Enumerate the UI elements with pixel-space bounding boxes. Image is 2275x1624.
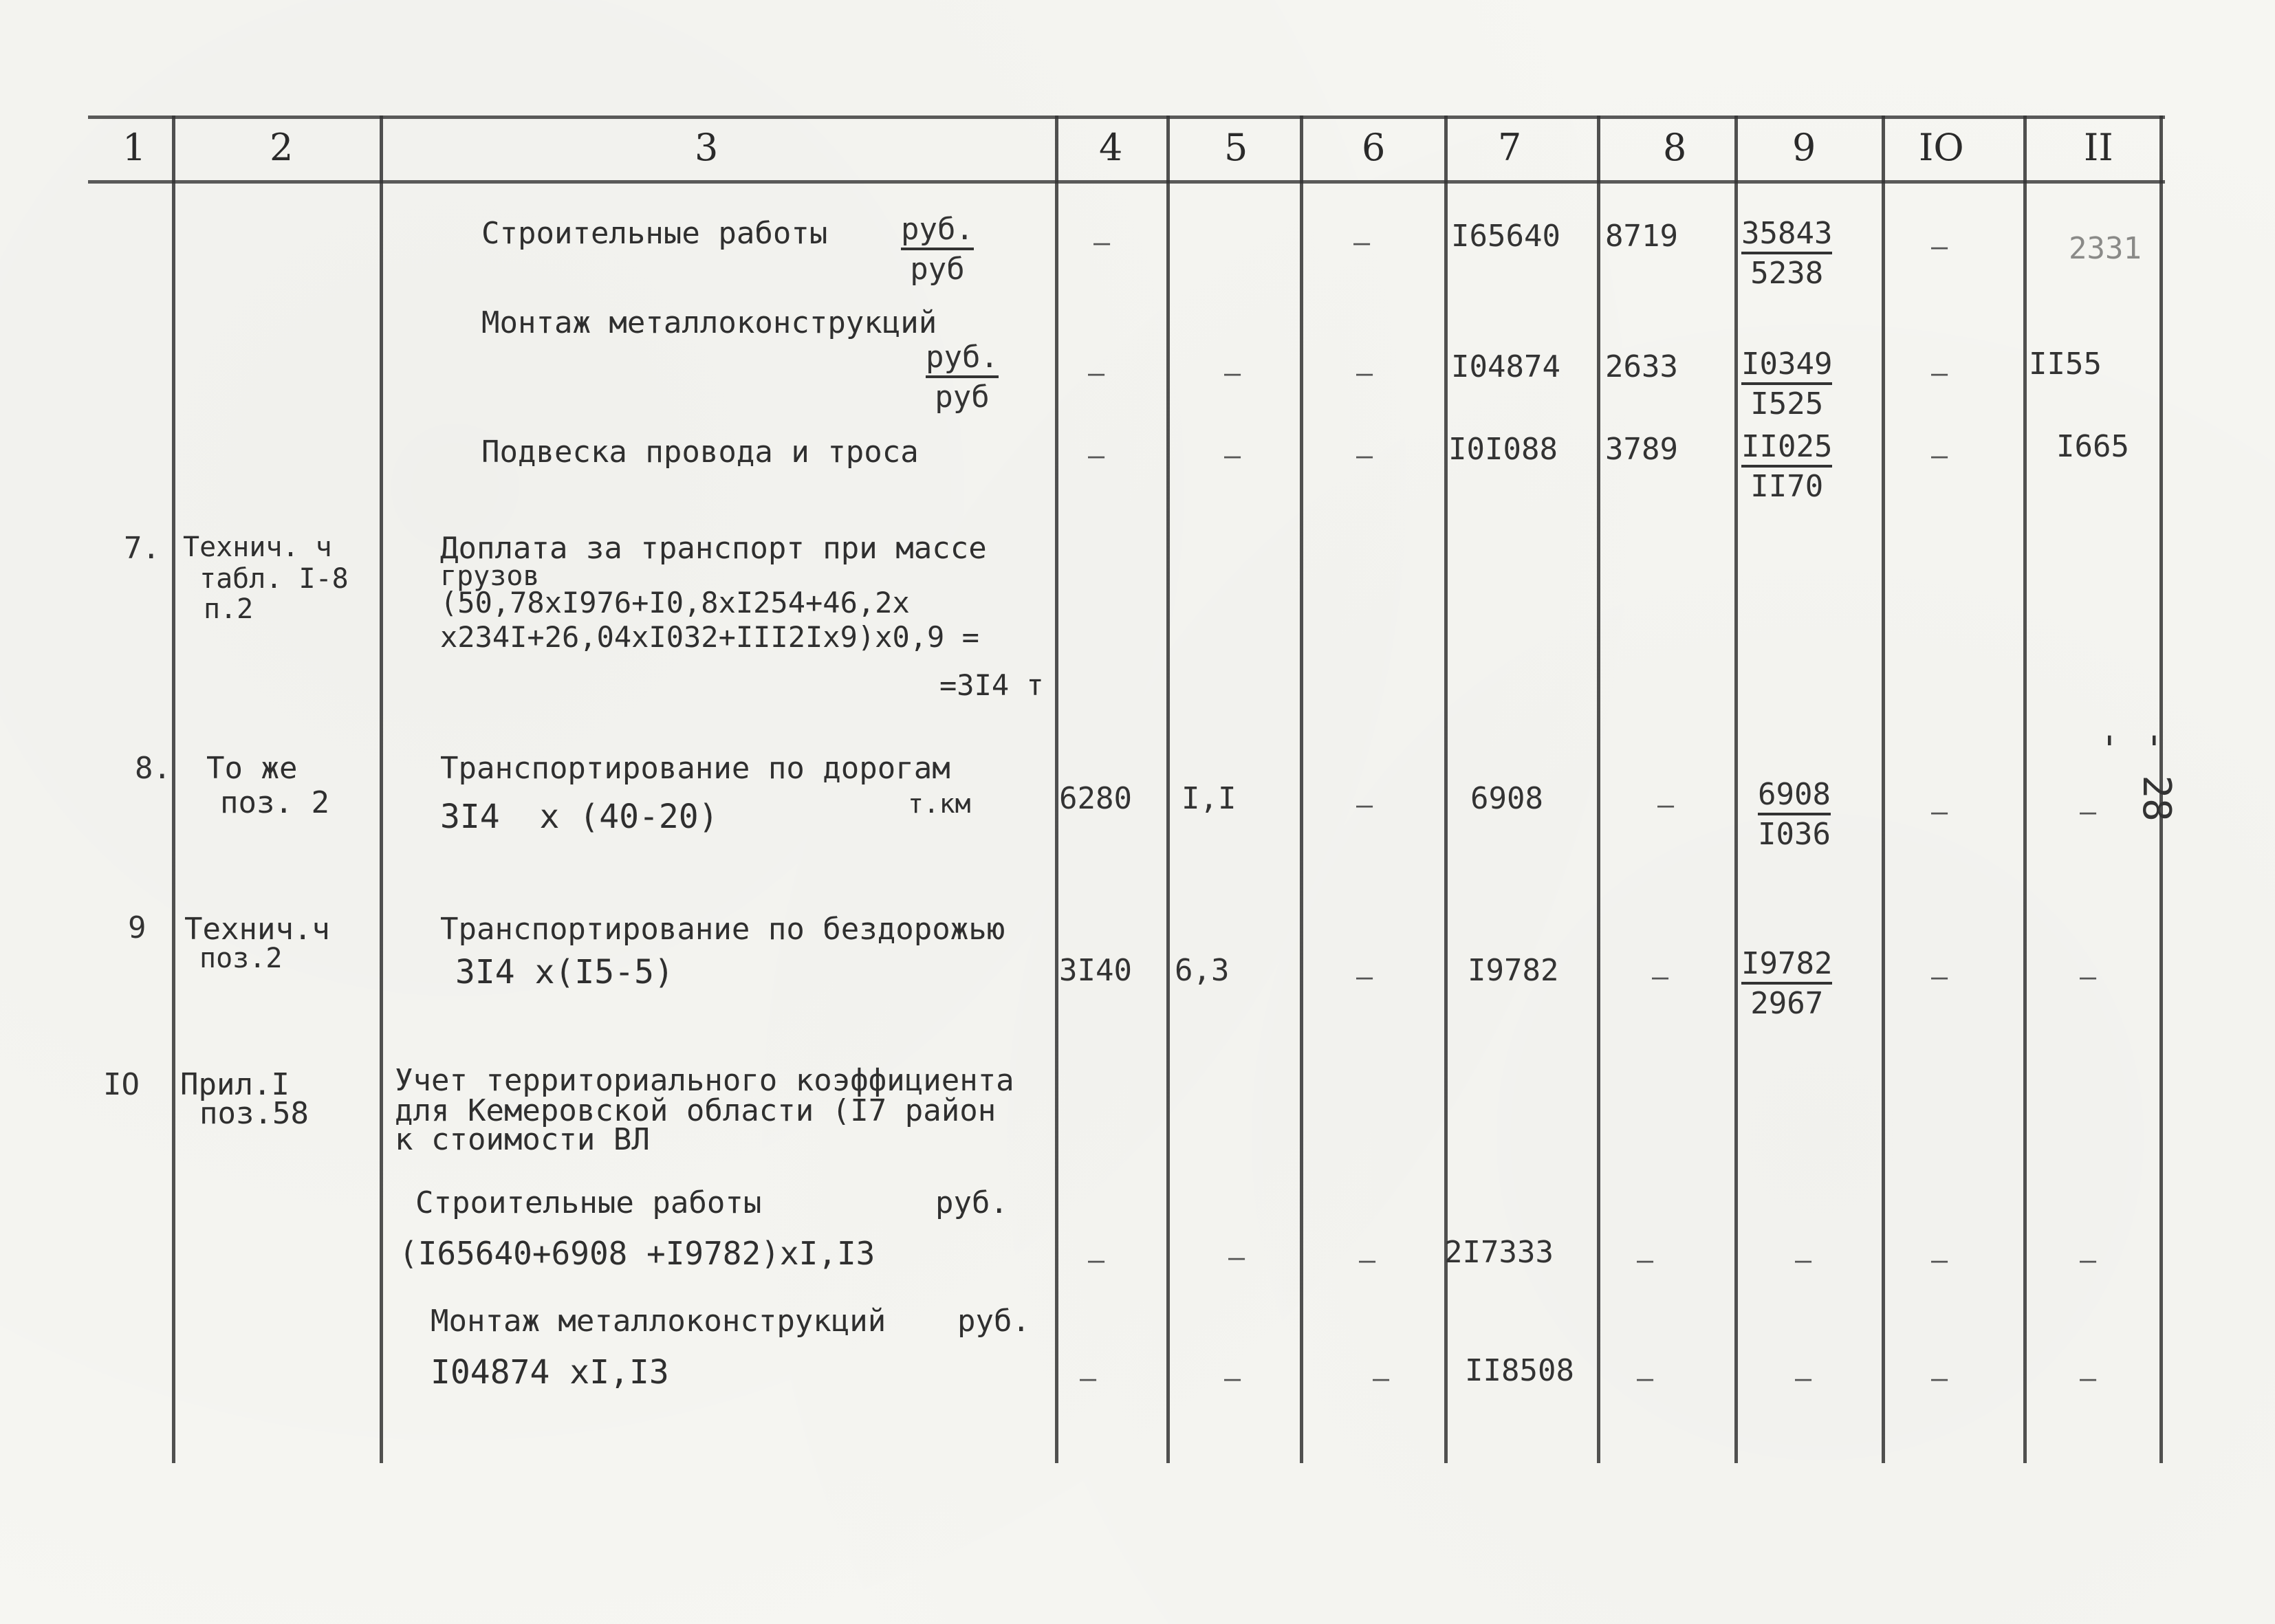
header-col-7: 7 <box>1498 126 1522 169</box>
r9-col10-dash: – <box>1931 961 1948 993</box>
r10-sub1-col11-dash: – <box>2080 1244 2097 1276</box>
r9-reference-2: поз.2 <box>199 943 283 974</box>
r3-col11: I665 <box>2056 429 2129 464</box>
r10-line-1: Учет территориального коэффициента <box>395 1063 1014 1098</box>
r10-sub1-title: Строительные работы <box>415 1185 762 1220</box>
r10-sub2-col10-dash: – <box>1931 1363 1948 1394</box>
r3-col9 <box>1741 429 1833 504</box>
r10-sub2-col11-dash: – <box>2080 1363 2097 1394</box>
r10-sub2-col5-dash: – <box>1224 1363 1241 1394</box>
r9-col9-bottom: 2967 <box>1750 986 1824 1021</box>
column-divider-8 <box>1734 116 1738 1463</box>
r3-col6-dash: – <box>1356 440 1373 472</box>
r9-col5: 6,3 <box>1175 953 1230 988</box>
column-divider-9 <box>1882 116 1885 1463</box>
r8-col4: 6280 <box>1059 781 1132 816</box>
header-bottom-rule <box>88 180 2165 184</box>
r1-unit <box>901 212 974 287</box>
r9-reference-1: Технич.ч <box>184 912 330 947</box>
r1-col6-dash: – <box>1353 227 1371 259</box>
r2-col7: I04874 <box>1451 349 1560 384</box>
header-col-2: 2 <box>270 126 294 169</box>
r7-line-4: x234I+26,04xI032+III2Ix9)x0,9 = <box>440 620 979 654</box>
r9-col8-dash: – <box>1652 961 1669 993</box>
column-divider-5 <box>1300 116 1303 1463</box>
r9-line-2: 3I4 x(I5-5) <box>455 953 674 991</box>
r2-col9 <box>1741 349 1832 419</box>
header-col-9: 9 <box>1792 126 1816 169</box>
page-number: - 28 - <box>2089 729 2179 822</box>
r10-sub2-title: Монтаж металлоконструкций <box>431 1304 886 1339</box>
r3-col9-bottom: II70 <box>1750 469 1824 504</box>
r9-col11-dash: – <box>2080 961 2097 993</box>
r8-unit: т.км <box>908 789 971 819</box>
r2-col4-dash: – <box>1088 358 1105 389</box>
r8-number: 8. <box>135 751 171 786</box>
r8-col6-dash: – <box>1356 789 1373 821</box>
r10-sub2-col8-dash: – <box>1637 1363 1654 1394</box>
r8-col9-top: 6908 <box>1758 780 1831 815</box>
r8-col11-dash: – <box>2080 796 2097 828</box>
r10-sub1-col4-dash: – <box>1088 1244 1105 1276</box>
header-col-1: 1 <box>122 126 146 169</box>
r1-description: Строительные работы <box>481 216 828 251</box>
r2-col9-bottom: I525 <box>1750 386 1824 421</box>
r2-unit-bottom: руб <box>935 380 990 415</box>
r10-sub1-col10-dash: – <box>1931 1244 1948 1276</box>
r9-col9-top: I9782 <box>1741 949 1832 985</box>
r2-col5-dash: – <box>1224 358 1241 389</box>
header-col-6: 6 <box>1362 126 1386 169</box>
r8-reference-2: поз. 2 <box>220 785 329 820</box>
r3-col7: I0I088 <box>1448 432 1558 467</box>
r10-sub1-col5-dash: – <box>1228 1242 1245 1273</box>
column-divider-10 <box>2023 116 2027 1463</box>
r7-reference-2: табл. I-8 <box>199 563 349 595</box>
r10-line-3: к стоимости ВЛ <box>395 1122 650 1157</box>
r7-number: 7. <box>124 531 160 566</box>
r8-col8-dash: – <box>1657 789 1675 821</box>
r9-col4: 3I40 <box>1059 953 1132 988</box>
r1-col9-top: 35843 <box>1741 219 1832 254</box>
r3-col10-dash: – <box>1931 440 1948 472</box>
r10-sub1-formula: (I65640+6908 +I9782)xI,I3 <box>399 1235 875 1272</box>
r2-col8: 2633 <box>1605 349 1678 384</box>
r10-sub2-col6-dash: – <box>1373 1363 1390 1394</box>
r10-line-2: для Кемеровской области (I7 район <box>395 1093 997 1128</box>
r2-col10-dash: – <box>1931 358 1948 389</box>
r8-col7: 6908 <box>1470 781 1543 816</box>
r1-col7: I65640 <box>1451 219 1560 254</box>
r8-line-2: 3I4 x (40-20) <box>440 798 719 836</box>
r7-line-5: =3I4 т <box>939 668 1044 702</box>
r10-sub2-formula: I04874 xI,I3 <box>431 1353 669 1392</box>
r9-number: 9 <box>128 910 146 945</box>
r3-col5-dash: – <box>1224 440 1241 472</box>
r1-col4-dash: – <box>1093 227 1111 259</box>
r9-line-1: Транспортирование по бездорожью <box>440 912 1005 947</box>
r9-col7: I9782 <box>1468 953 1559 988</box>
header-top-rule <box>88 116 2165 119</box>
r8-col9-bottom: I036 <box>1758 817 1831 852</box>
r1-col9-bottom: 5238 <box>1750 256 1824 291</box>
r10-sub2-col9-dash: – <box>1795 1363 1812 1394</box>
header-col-8: 8 <box>1663 126 1687 169</box>
r3-col9-top: II025 <box>1741 432 1832 468</box>
r2-unit-top: руб. <box>926 342 999 378</box>
header-col-3: 3 <box>695 126 719 169</box>
r10-sub1-col7: 2I7333 <box>1444 1235 1554 1270</box>
r2-col6-dash: – <box>1356 358 1373 389</box>
r1-col10-dash: – <box>1931 231 1948 263</box>
r10-sub1-unit: руб. <box>935 1185 1008 1220</box>
r9-col9 <box>1741 946 1833 1021</box>
r10-sub2-unit: руб. <box>957 1304 1030 1339</box>
r1-unit-bottom: руб <box>910 252 965 287</box>
r10-sub1-col9-dash: – <box>1795 1244 1812 1276</box>
r7-line-3: (50,78xI976+I0,8xI254+46,2x <box>440 586 910 619</box>
column-divider-4 <box>1166 116 1170 1463</box>
r3-col8: 3789 <box>1605 432 1678 467</box>
r1-unit-top: руб. <box>901 215 974 250</box>
r8-reference-1: То же <box>206 751 298 786</box>
r10-sub1-col6-dash: – <box>1359 1244 1376 1276</box>
r7-reference-1: Технич. ч <box>183 531 332 563</box>
r8-col10-dash: – <box>1931 796 1948 828</box>
r10-sub2-col4-dash: – <box>1080 1363 1097 1394</box>
r7-line-1: Доплата за транспорт при массе <box>440 531 987 566</box>
r10-sub2-col7: II8508 <box>1465 1353 1574 1388</box>
r2-description: Монтаж металлоконструкций <box>481 305 937 340</box>
r10-reference-1: Прил.I <box>180 1067 290 1102</box>
r2-unit <box>926 342 999 413</box>
r2-col9-top: I0349 <box>1741 349 1832 385</box>
r1-col8: 8719 <box>1605 219 1678 254</box>
r9-col6-dash: – <box>1356 961 1373 993</box>
r8-line-1: Транспортирование по дорогам <box>440 751 950 786</box>
header-col-4: 4 <box>1099 126 1123 169</box>
header-col-5: 5 <box>1224 126 1248 169</box>
column-divider-2 <box>380 116 383 1463</box>
r8-col9 <box>1758 777 1831 852</box>
r10-number: IO <box>103 1067 140 1102</box>
column-divider-7 <box>1597 116 1600 1463</box>
r7-line-2: грузов <box>440 560 540 592</box>
r10-sub1-col8-dash: – <box>1637 1244 1654 1276</box>
header-col-11: II <box>2084 126 2113 169</box>
r3-description: Подвеска провода и троса <box>481 435 919 470</box>
r3-col4-dash: – <box>1088 440 1105 472</box>
r2-col11: II55 <box>2029 347 2102 382</box>
r10-reference-2: поз.58 <box>199 1096 309 1131</box>
column-divider-1 <box>172 116 175 1463</box>
column-divider-3 <box>1055 116 1058 1463</box>
r1-col9 <box>1741 216 1833 291</box>
r8-col5: I,I <box>1182 781 1237 816</box>
r7-reference-3: п.2 <box>204 593 254 625</box>
header-col-10: IO <box>1919 126 1964 169</box>
r1-col11: 2331 <box>2069 231 2142 266</box>
